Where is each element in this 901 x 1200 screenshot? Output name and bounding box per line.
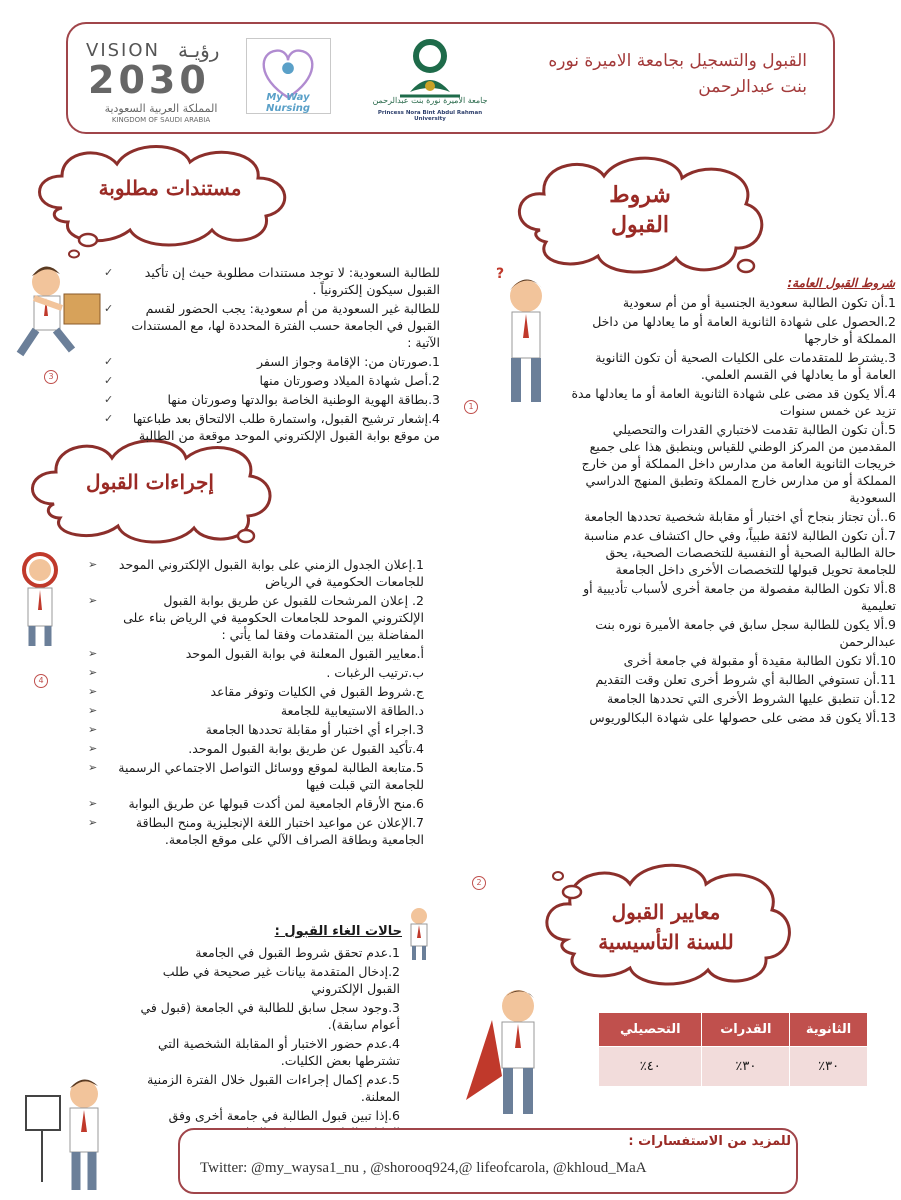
list-item: ➢ 2. إعلان المرشحات للقبول عن طريق بوابة القبول الإلكتروني الموحد للجامعات الحكومية في الرياض بناء على المفاضلة بين المتقدمات وفقا لما يأتي : [88, 593, 424, 642]
arrow-bullet-icon: ➢ [88, 742, 98, 755]
list-item: 1.عدم تحقق شروط القبول في الجامعة [195, 945, 400, 960]
my-way-nursing-name: My Way Nursing [265, 92, 311, 114]
arrow-bullet-icon: ➢ [88, 685, 98, 698]
list-item: ➢ ج.شروط القبول في الكليات وتوفر مقاعد [88, 684, 424, 699]
list-item: 6.إذا تبين قبول الطالبة في جامعة أخرى وفق [168, 1108, 400, 1123]
arrow-bullet-icon: ➢ [88, 558, 98, 571]
list-item: 2.إدخال المتقدمة بيانات غير صحيحة في طلب القبول الإلكتروني [162, 964, 400, 996]
table-cell: ٤٠٪ [599, 1047, 702, 1087]
list-item: 6..أن تجتاز بنجاح أي اختبار أو مقابلة شخصية تحددها الجامعة [584, 509, 896, 524]
criteria-cloud [536, 856, 796, 996]
list-item: ➢ 5.متابعة الطالبة لموقع ووسائل التواصل الاجتماعي الرسمية للجامعة التي قبلت فيها [88, 760, 424, 792]
arrow-bullet-icon: ➢ [88, 761, 98, 774]
conditions-title-line1: شروط [609, 182, 671, 208]
procedures-list [84, 556, 424, 850]
list-item: 12.أن تنطبق عليها الشروط الأخرى التي تحددها الجامعة [606, 691, 896, 706]
vision-year: 2030 [88, 58, 210, 102]
conditions-list [566, 294, 896, 728]
conditions-title-line2: القبول [611, 212, 669, 238]
list-item: ✓ 2.أصل شهادة الميلاد وصورتان منها [104, 373, 440, 388]
businessman-thinking-illustration [486, 262, 566, 412]
marker-2: 2 [472, 876, 486, 890]
list-item: 9.ألا يكون للطالبة سجل سابق في جامعة الأميرة نوره بنت عبدالرحمن [595, 617, 896, 649]
check-icon: ✓ [104, 266, 114, 279]
list-item: ➢ 4.تأكيد القبول عن طريق بوابة القبول الموحد. [88, 741, 424, 756]
pnu-name-en: Princess Nora Bint Abdul Rahman University [377, 110, 483, 122]
criteria-title-line1: معايير القبول [611, 900, 721, 924]
list-item: 5.عدم إكمال إجراءات القبول خلال الفترة الزمنية المعلنة. [147, 1072, 400, 1104]
check-icon: ✓ [104, 374, 114, 387]
table-header-row [599, 1013, 868, 1047]
list-item: 11.أن تستوفي الطالبة أي شروط أخرى تعلن وقت التقديم [595, 672, 896, 687]
page-title: القبول والتسجيل بجامعة الاميرة نوره بنت عبدالرحمن [548, 51, 807, 97]
check-icon: ✓ [104, 302, 114, 315]
conditions-subtitle: شروط القبول العامة: [787, 276, 895, 290]
procedures-title: إجراءات القبول [86, 470, 214, 494]
list-item: ➢ ب.ترتيب الرغبات . [88, 665, 424, 680]
list-item: ✓ للطالبة غير السعودية من أم سعودية: يجب الحضور لقسم القبول في الجامعة حسب الفترة المحددة لها، مع المستندات الآتية : [104, 301, 440, 350]
vision-label-ar: رؤيـة [178, 38, 220, 62]
table-header-cell: الثانوية [790, 1013, 868, 1047]
arrow-bullet-icon: ➢ [88, 647, 98, 660]
arrow-bullet-icon: ➢ [88, 594, 98, 607]
businessman-small-illustration [404, 906, 434, 962]
criteria-table [598, 1012, 868, 1087]
criteria-title-line2: للسنة التأسيسية [598, 930, 734, 954]
list-item: ✓ 4.إشعار ترشيح القبول، واستمارة طلب الالتحاق بعد طباعتها من موقع بوابة القبول الإلكتروني الموحد موقعة من الطالبة [104, 411, 440, 443]
table-header-cell: القدرات [702, 1013, 790, 1047]
marker-4: 4 [34, 674, 48, 688]
list-item: 1.أن تكون الطالبة سعودية الجنسية أو من أم سعودية [622, 295, 896, 310]
list-item: 3.يشترط للمتقدمات على الكليات الصحية أن تكون الثانوية العامة أو ما يعادلها في القسم العلمي. [595, 350, 896, 382]
check-icon: ✓ [104, 393, 114, 406]
check-icon: ✓ [104, 412, 114, 425]
table-header-cell: التحصيلي [599, 1013, 702, 1047]
arrow-bullet-icon: ➢ [88, 666, 98, 679]
list-item: ➢ 3.اجراء أي اختبار أو مقابلة تحددها الجامعة [88, 722, 424, 737]
list-item: 8.ألا تكون الطالبة مفصولة من جامعة أخرى لأسباب تأديبية أو تعليمية [583, 581, 896, 613]
list-item: ➢ د.الطاقة الاستيعابية للجامعة [88, 703, 424, 718]
cancellation-title: حالات الغاء القبول : [274, 924, 402, 939]
arrow-bullet-icon: ➢ [88, 797, 98, 810]
check-icon: ✓ [104, 355, 114, 368]
footer-twitter-handles: Twitter: @my_waysa1_nu , @shorooq924,@ lifeofcarola, @khloud_MaA [200, 1160, 647, 1176]
svg-text:?: ? [496, 266, 505, 282]
documents-title: مستندات مطلوبة [98, 176, 242, 200]
arrow-bullet-icon: ➢ [88, 723, 98, 736]
list-item: 13.ألا يكون قد مضى على حصولها على شهادة البكالوريوس [589, 710, 896, 725]
list-item: 4.ألا يكون قد مضى على شهادة الثانوية العامة أو ما يعادلها مدة تزيد عن خمس سنوات [571, 386, 896, 418]
table-cell: ٣٠٪ [702, 1047, 790, 1087]
businessman-magnifier-illustration [14, 548, 74, 648]
footer-title: للمزيد من الاستفسارات : [628, 1134, 791, 1149]
list-item: ✓ 1.صورتان من: الإقامة وجواز السفر [104, 354, 440, 369]
ksa-name-ar: المملكة العربية السعودية [104, 102, 218, 115]
list-item: ➢ 7.الإعلان عن مواعيد اختبار اللغة الإنجليزية ومنح البطاقة الجامعية وبطاقة الصراف الآلي على موقع الجامعة. [88, 815, 424, 847]
marker-3: 3 [44, 370, 58, 384]
documents-list [100, 264, 440, 446]
list-item: ➢ 1.إعلان الجدول الزمني على بوابة القبول الإلكتروني الموحد للجامعات الحكومية في الرياض [88, 557, 424, 589]
list-item: 10.ألا تكون الطالبة مقيدة أو مقبولة في جامعة أخرى [623, 653, 896, 668]
cancellation-list [128, 944, 400, 1143]
list-item: ➢ أ.معايير القبول المعلنة في بوابة القبول الموحد [88, 646, 424, 661]
list-item: 5.أن تكون الطالبة تقدمت لاختباري القدرات والتحصيلي المقدمين من المركز الوطني للقياس وينطبق هذا على جميع خريجات الثانوية العامة من مدارس داخل المملكة أو من خارج المملكة أو من مدارس خارج المملكة وتطبق المنهج الدراسي السعودية [581, 422, 896, 505]
list-item: 3.وجود سجل سابق للطالبة في الجامعة (قبول في أعوام سابقة). [140, 1000, 400, 1032]
list-item: ✓ للطالبة السعودية: لا توجد مستندات مطلوبة حيث إن تأكيد القبول سيكون إلكترونياً . [104, 265, 440, 297]
arrow-bullet-icon: ➢ [88, 816, 98, 829]
businessman-running-illustration [6, 258, 106, 378]
ksa-name-en: KINGDOM OF SAUDI ARABIA [111, 116, 211, 124]
list-item: ✓ 3.بطاقة الهوية الوطنية الخاصة بوالدتها وصورتان منها [104, 392, 440, 407]
marker-1: 1 [464, 400, 478, 414]
businessman-cape-illustration [462, 980, 572, 1120]
list-item: 2.الحصول على شهادة الثانوية العامة أو ما يعادلها من داخل المملكة أو خارجها [592, 314, 896, 346]
list-item: 7.أن تكون الطالبة لائقة طبياً، وفي حال اكتشاف عدم مناسبة حالة الطالبة الصحية أو النفسية للتخصصات الصحية، يحق للجامعة تحويل قبولها للتخصصات الأخرى داخل الجامعة [583, 528, 896, 577]
arrow-bullet-icon: ➢ [88, 704, 98, 717]
list-item: 4.عدم حضور الاختبار أو المقابلة الشخصية التي تشترطها بعض الكليات. [157, 1036, 400, 1068]
pnu-name-ar: جامعة الأميرة نورة بنت عبدالرحمن [372, 96, 488, 105]
vision-label: VISION [86, 40, 160, 61]
list-item: ➢ 6.منح الأرقام الجامعية لمن أكدت قبولها عن طريق البوابة [88, 796, 424, 811]
businessman-sign-illustration [22, 1072, 122, 1192]
table-cell: ٣٠٪ [790, 1047, 868, 1087]
table-row [599, 1047, 868, 1087]
